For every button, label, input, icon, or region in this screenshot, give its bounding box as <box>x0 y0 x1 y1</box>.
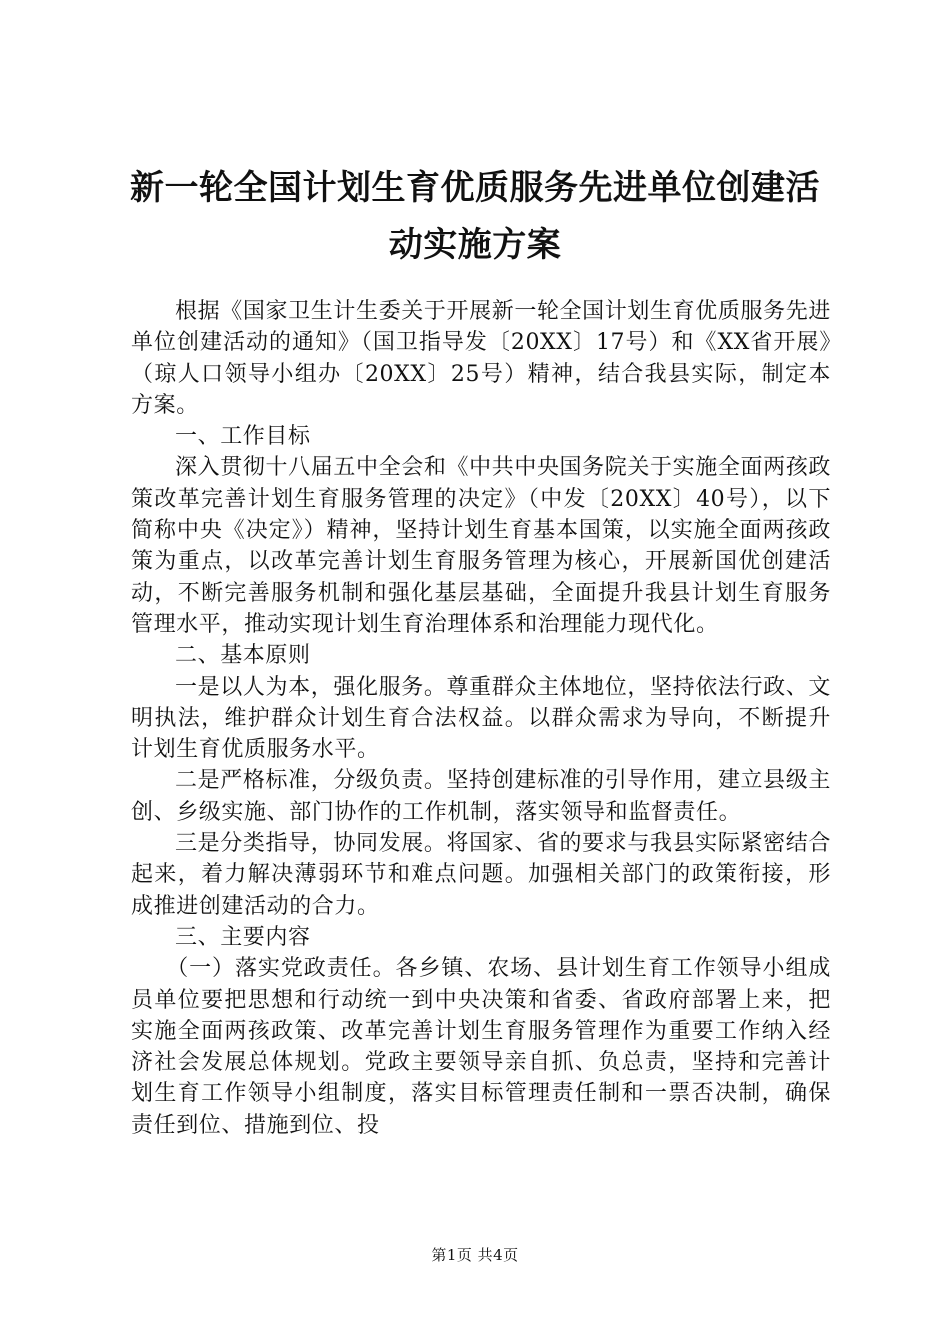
section-heading-goals: 一、工作目标 <box>175 424 311 450</box>
section-heading-principles: 二、基本原则 <box>175 643 311 669</box>
document-body <box>131 296 831 1141</box>
document-title: 新一轮全国计划生育优质服务先进单位创建活动实施方案 <box>130 168 820 265</box>
intro-paragraph: 根据《国家卫生计生委关于开展新一轮全国计划生育优质服务先进单位创建活动的通知》（国卫指导发〔20XX〕17号）和《XX省开展》（琼人口领导小组办〔20XX〕25号）精神，结合我县实际，制定本方案。 <box>131 299 831 418</box>
principle-paragraph-1: 一是以人为本，强化服务。尊重群众主体地位，坚持依法行政、文明执法，维护群众计划生育合法权益。以群众需求为导向，不断提升计划生育优质服务水平。 <box>131 674 831 763</box>
goals-paragraph: 深入贯彻十八届五中全会和《中共中央国务院关于实施全面两孩政策改革完善计划生育服务管理的决定》（中发〔20XX〕40号），以下简称中央《决定》）精神，坚持计划生育基本国策，以实施全面两孩政策为重点，以改革完善计划生育服务管理为核心，开展新国优创建活动，不断完善服务机制和强化基层基础，全面提升我县计划生育服务管理水平，推动实现计划生育治理体系和治理能力现代化。 <box>131 455 831 637</box>
content-paragraph-1: （一）落实党政责任。各乡镇、农场、县计划生育工作领导小组成员单位要把思想和行动统一到中央决策和省委、省政府部署上来，把实施全面两孩政策、改革完善计划生育服务管理作为重要工作纳入经济社会发展总体规划。党政主要领导亲自抓、负总责，坚持和完善计划生育工作领导小组制度，落实目标管理责任制和一票否决制，确保责任到位、措施到位、投 <box>131 956 831 1138</box>
page-number-footer: 第1页 共4页 <box>431 1246 519 1264</box>
section-heading-content: 三、主要内容 <box>175 924 311 950</box>
principle-paragraph-3: 三是分类指导，协同发展。将国家、省的要求与我县实际紧密结合起来，着力解决薄弱环节和难点问题。加强相关部门的政策衔接，形成推进创建活动的合力。 <box>131 831 831 919</box>
principle-paragraph-2: 二是严格标准，分级负责。坚持创建标准的引导作用，建立县级主创、乡级实施、部门协作的工作机制，落实领导和监督责任。 <box>131 768 831 825</box>
